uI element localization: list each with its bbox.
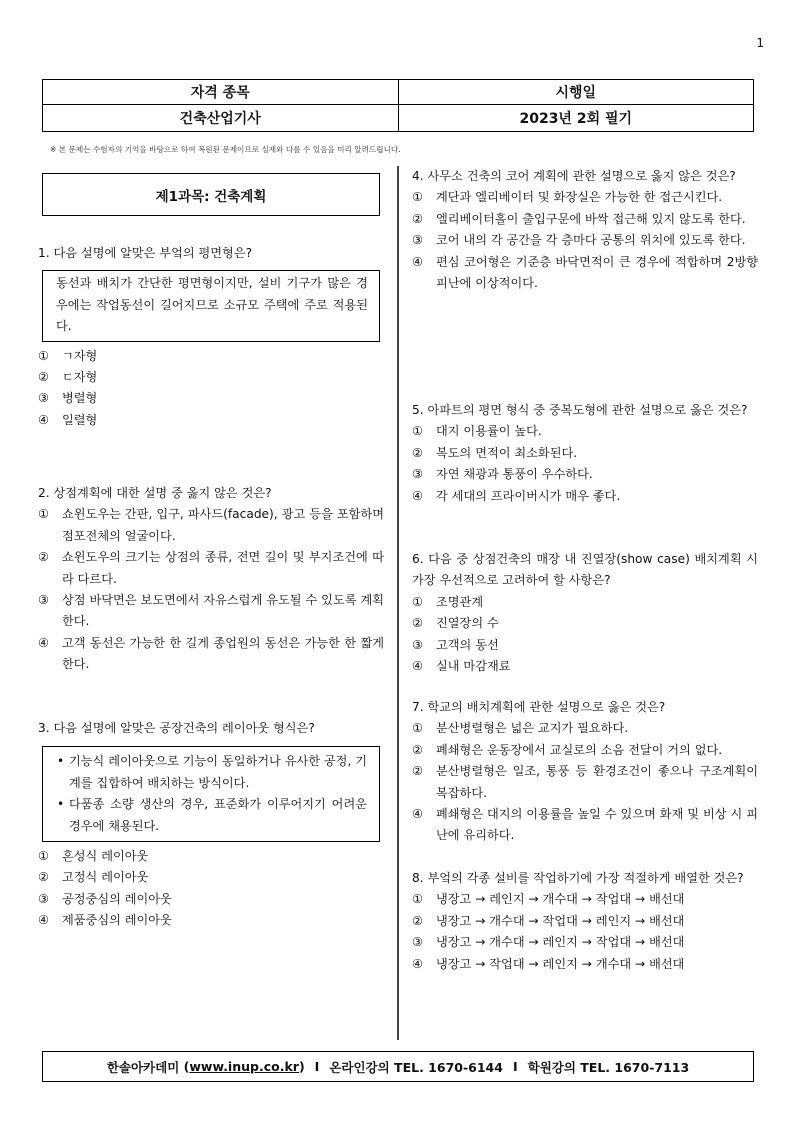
option-text: 계단과 엘리베이터 및 화장실은 가능한 한 접근시킨다. bbox=[436, 190, 723, 205]
footer-separator: I bbox=[314, 1059, 320, 1074]
option-number: ③ bbox=[412, 233, 423, 248]
option bbox=[412, 187, 758, 208]
option-text: 진열장의 수 bbox=[436, 616, 499, 631]
option bbox=[38, 590, 384, 633]
question-1 bbox=[38, 243, 384, 431]
option-number: ① bbox=[412, 594, 423, 609]
option-text: 복도의 면적이 최소화된다. bbox=[436, 445, 578, 460]
option-number: ② bbox=[412, 616, 423, 631]
option-number: ① bbox=[38, 348, 49, 363]
qualification-value: 건축산업기사 bbox=[43, 105, 399, 132]
footer bbox=[42, 1051, 754, 1082]
option-text: 냉장고 → 작업대 → 레인지 → 개수대 → 배선대 bbox=[436, 956, 685, 971]
option-number: ① bbox=[412, 892, 423, 907]
option bbox=[38, 504, 384, 547]
option bbox=[412, 592, 758, 613]
question-4 bbox=[412, 166, 758, 294]
option-number: ④ bbox=[412, 488, 423, 503]
option bbox=[412, 889, 758, 910]
option bbox=[412, 209, 758, 230]
option bbox=[412, 804, 758, 847]
option bbox=[38, 410, 384, 431]
exam-date-value: 2023년 2회 필기 bbox=[398, 105, 754, 132]
page-number: 1 bbox=[756, 36, 764, 50]
option bbox=[412, 761, 758, 804]
question-6 bbox=[412, 549, 758, 677]
option-text: 냉장고 → 개수대 → 작업대 → 레인지 → 배선대 bbox=[436, 913, 685, 928]
option-number: ② bbox=[38, 870, 49, 885]
column-divider bbox=[397, 166, 399, 1040]
question-stem: 3. 다음 설명에 알맞은 공장건축의 레이아웃 형식은? bbox=[38, 721, 315, 735]
option bbox=[412, 464, 758, 485]
option-number: ④ bbox=[412, 807, 423, 822]
site-link-close: ) bbox=[298, 1059, 305, 1074]
question-2 bbox=[38, 483, 384, 676]
option-number: ② bbox=[412, 445, 423, 460]
exam-date-label: 시행일 bbox=[398, 80, 754, 105]
qualification-label: 자격 종목 bbox=[43, 80, 399, 105]
option-text: 엘리베이터홀이 출입구문에 바싹 접근해 있지 않도록 한다. bbox=[436, 211, 746, 226]
option bbox=[412, 740, 758, 761]
option-number: ② bbox=[412, 764, 423, 779]
option-number: ④ bbox=[412, 659, 423, 674]
option bbox=[412, 421, 758, 442]
option bbox=[38, 367, 384, 388]
option bbox=[412, 486, 758, 507]
option-text: 폐쇄형은 대지의 이용률을 높일 수 있으며 화재 및 비상 시 피난에 유리하다. bbox=[436, 807, 758, 843]
question-stem: 2. 상점계획에 대한 설명 중 옳지 않은 것은? bbox=[38, 486, 272, 500]
online-phone: 온라인강의 TEL. 1670-6144 bbox=[329, 1059, 503, 1075]
exam-info-table bbox=[42, 79, 754, 132]
bullet-mark: • bbox=[57, 754, 65, 769]
option-number: ② bbox=[38, 550, 49, 565]
option-text: 병렬형 bbox=[62, 391, 98, 406]
option-number: ② bbox=[412, 211, 423, 226]
condition-bullet bbox=[57, 794, 367, 837]
option-text: 실내 마감재료 bbox=[436, 659, 511, 674]
option bbox=[412, 635, 758, 656]
question-3 bbox=[38, 718, 384, 932]
option-text: 대지 이용률이 높다. bbox=[436, 424, 542, 439]
question-stem: 6. 다음 중 상점건축의 매장 내 진열장(show case) 배치계획 시 가장 우선적으로 고려하여 할 사항은? bbox=[412, 552, 758, 588]
option-text: ㄷ자형 bbox=[62, 370, 98, 385]
option-text: 제품중심의 레이아웃 bbox=[62, 913, 172, 928]
option-number: ③ bbox=[412, 467, 423, 482]
option bbox=[412, 932, 758, 953]
footer-separator: I bbox=[512, 1059, 518, 1074]
option bbox=[412, 443, 758, 464]
option-text: 냉장고 → 개수대 → 레인지 → 작업대 → 배선대 bbox=[436, 935, 685, 950]
option bbox=[38, 547, 384, 590]
question-7 bbox=[412, 697, 758, 847]
option-number: ④ bbox=[38, 913, 49, 928]
option bbox=[412, 911, 758, 932]
option-text: 편심 코어형은 기준층 바닥면적이 큰 경우에 적합하며 2방향 피난에 이상적이다. bbox=[436, 254, 758, 291]
option-number: ③ bbox=[38, 391, 49, 406]
option-number: ④ bbox=[412, 254, 423, 269]
option bbox=[38, 846, 384, 867]
question-stem: 7. 학교의 배치계획에 관한 설명으로 옳은 것은? bbox=[412, 700, 666, 714]
option bbox=[38, 889, 384, 910]
option-text: 공정중심의 레이아웃 bbox=[62, 891, 172, 906]
option-text: 폐쇄형은 운동장에서 교실로의 소음 전달이 거의 없다. bbox=[436, 742, 723, 757]
option-text: 혼성식 레이아웃 bbox=[62, 849, 149, 864]
option-number: ④ bbox=[38, 412, 49, 427]
question-5 bbox=[412, 400, 758, 507]
bullet-mark: • bbox=[57, 797, 65, 812]
option-number: ① bbox=[412, 721, 423, 736]
option-text: ㄱ자형 bbox=[62, 348, 98, 363]
option-text: 일렬형 bbox=[62, 412, 98, 427]
option-text: 고객의 동선 bbox=[436, 637, 499, 652]
option-text: 고객 동선은 가능한 한 길게 종업원의 동선은 가능한 한 짧게 한다. bbox=[62, 635, 384, 672]
option-text: 고정식 레이아웃 bbox=[62, 870, 149, 885]
option bbox=[38, 346, 384, 367]
option bbox=[412, 252, 758, 295]
option-number: ① bbox=[38, 507, 49, 522]
option-text: 쇼윈도우는 간판, 입구, 파사드(facade), 광고 등을 포함하며 점포전체의 얼굴이다. bbox=[62, 507, 384, 543]
condition-box bbox=[42, 746, 380, 842]
option-text: 쇼윈도우의 크기는 상점의 종류, 전면 길이 및 부지조건에 따라 다르다. bbox=[62, 550, 384, 586]
condition-box: 동선과 배치가 간단한 평면형이지만, 설비 기구가 많은 경우에는 작업동선이 길어지므로 소규모 주택에 주로 적용된다. bbox=[42, 270, 380, 341]
option-number: ④ bbox=[412, 956, 423, 971]
option-text: 조명관계 bbox=[436, 594, 484, 609]
option bbox=[412, 230, 758, 251]
option-number: ① bbox=[412, 190, 423, 205]
question-stem: 5. 아파트의 평면 형식 중 중복도형에 관한 설명으로 옳은 것은? bbox=[412, 403, 748, 417]
option bbox=[38, 388, 384, 409]
option-text: 자연 채광과 통풍이 우수하다. bbox=[436, 467, 593, 482]
question-stem: 1. 다음 설명에 알맞은 부엌의 평면형은? bbox=[38, 246, 253, 260]
option-number: ④ bbox=[38, 635, 49, 650]
question-stem: 4. 사무소 건축의 코어 계획에 관한 설명으로 옳지 않은 것은? bbox=[412, 169, 736, 183]
option-number: ② bbox=[412, 742, 423, 757]
subject-title: 제1과목: 건축계획 bbox=[42, 173, 380, 216]
option bbox=[412, 613, 758, 634]
option-number: ③ bbox=[412, 935, 423, 950]
option bbox=[412, 718, 758, 739]
option-text: 코어 내의 각 공간을 각 층마다 공통의 위치에 있도록 한다. bbox=[436, 233, 746, 248]
academy-name: 한솔아카데미 bbox=[106, 1059, 180, 1075]
option-number: ③ bbox=[38, 891, 49, 906]
question-stem: 8. 부엌의 각종 설비를 작업하기에 가장 적절하게 배열한 것은? bbox=[412, 871, 744, 885]
site-link[interactable]: www.inup.co.kr bbox=[189, 1059, 299, 1074]
condition-bullet bbox=[57, 751, 367, 794]
option-number: ③ bbox=[412, 637, 423, 652]
option-text: 분산병렬형은 일조, 통풍 등 환경조건이 좋으나 구조계획이 복잡하다. bbox=[436, 764, 758, 800]
option-number: ② bbox=[38, 370, 49, 385]
option-number: ① bbox=[412, 424, 423, 439]
bullet-text: 기능식 레이아웃으로 기능이 동일하거나 유사한 공정, 기계를 집합하여 배치하는 방식이다. bbox=[69, 754, 367, 790]
offline-phone: 학원강의 TEL. 1670-7113 bbox=[527, 1059, 690, 1075]
bullet-text: 다품종 소량 생산의 경우, 표준화가 이루어지기 어려운 경우에 채용된다. bbox=[69, 797, 367, 833]
option-text: 냉장고 → 레인지 → 개수대 → 작업대 → 배선대 bbox=[436, 892, 685, 907]
option-text: 각 세대의 프라이버시가 매우 좋다. bbox=[436, 488, 621, 503]
option bbox=[38, 633, 384, 676]
site-link-open: ( bbox=[179, 1059, 190, 1074]
option-text: 분산병렬형은 넓은 교지가 필요하다. bbox=[436, 721, 629, 736]
question-8 bbox=[412, 868, 758, 975]
option-number: ② bbox=[412, 913, 423, 928]
option bbox=[38, 867, 384, 888]
option bbox=[412, 954, 758, 975]
option-text: 상점 바닥면은 보도면에서 자유스럽게 유도될 수 있도록 계획한다. bbox=[62, 593, 384, 629]
option-number: ③ bbox=[38, 593, 49, 608]
option bbox=[38, 910, 384, 931]
option bbox=[412, 656, 758, 677]
option-number: ① bbox=[38, 849, 49, 864]
disclaimer-notice: ※ 본 문제는 수험자의 기억을 바탕으로 하여 복원된 문제이므로 실제와 다를 수 있음을 미리 알려드립니다. bbox=[50, 145, 401, 154]
